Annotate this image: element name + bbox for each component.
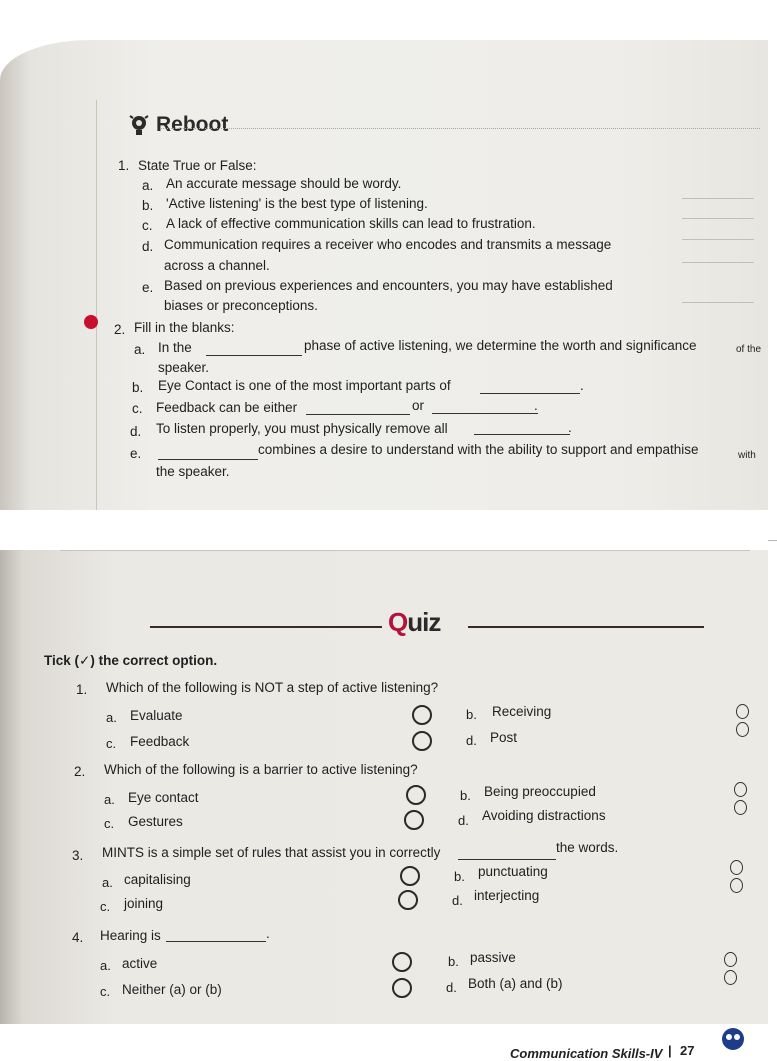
quiz-q1-b-letter: b. — [466, 707, 477, 722]
footer-page-number: 27 — [680, 1043, 695, 1058]
blank-line — [166, 940, 266, 942]
quiz-q1-number: 1. — [76, 682, 88, 697]
margin-circle — [730, 878, 743, 893]
q2c-mid: or — [412, 398, 425, 413]
quiz-q2-b-text: Being preoccupied — [484, 784, 596, 799]
q2a-post: phase of active listening, we determine the worth and significance — [304, 338, 697, 353]
q1b-text: 'Active listening' is the best type of listening. — [166, 196, 428, 211]
quiz-q2-c-text: Gestures — [128, 814, 183, 829]
quiz-rule-left — [150, 626, 382, 628]
quiz-q3-d-text: interjecting — [474, 888, 540, 903]
q2e-tail: with — [738, 450, 756, 461]
q2-number: 2. — [114, 322, 126, 337]
q2d-letter: d. — [130, 424, 142, 439]
option-circle[interactable] — [412, 705, 432, 725]
robot-mascot-icon — [722, 1028, 744, 1050]
quiz-rule-right — [468, 626, 704, 628]
margin-circle — [730, 860, 743, 875]
footer-separator: | — [668, 1043, 672, 1058]
margin-circle — [724, 952, 737, 967]
quiz-q4-text: Hearing is — [100, 928, 161, 943]
q1b-letter: b. — [142, 198, 154, 213]
quiz-q1-text: Which of the following is NOT a step of active listening? — [106, 680, 439, 695]
quiz-q3-number: 3. — [72, 848, 84, 863]
reboot-rule — [160, 128, 760, 129]
quiz-q2-c-letter: c. — [104, 816, 115, 831]
q2e-post: combines a desire to understand with the ability to support and empathise — [258, 442, 699, 457]
q2d-pre: To listen properly, you must physically remove all — [156, 421, 448, 436]
quiz-q3-c-letter: c. — [100, 899, 111, 914]
quiz-q1-b-text: Receiving — [492, 704, 552, 719]
quiz-q2-d-text: Avoiding distractions — [482, 808, 606, 823]
q2e-letter: e. — [130, 446, 142, 461]
q2b-pre: Eye Contact is one of the most important parts of — [158, 378, 451, 393]
blank-line — [474, 433, 570, 435]
q1d-text: Communication requires a receiver who encodes and transmits a message — [164, 237, 612, 252]
quiz-q2-a-letter: a. — [104, 792, 115, 807]
quiz-page — [0, 550, 768, 1061]
blank-line — [306, 413, 410, 415]
q2a-letter: a. — [134, 342, 146, 357]
margin-circle — [736, 704, 749, 719]
q1d-cont: across a channel. — [164, 258, 270, 273]
q2-heading: Fill in the blanks: — [134, 320, 235, 335]
margin-circle — [736, 722, 749, 737]
quiz-q4-c-letter: c. — [100, 984, 111, 999]
textbook-page — [0, 40, 768, 1061]
quiz-q3-tail: the words. — [556, 840, 619, 855]
reboot-title: Reboot — [156, 113, 229, 136]
q1a-text: An accurate message should be wordy. — [166, 176, 402, 191]
q2b-post: . — [580, 378, 584, 393]
quiz-q4-tail: . — [266, 926, 270, 941]
quiz-q1-d-text: Post — [490, 730, 518, 745]
quiz-q1-c-text: Feedback — [130, 734, 190, 749]
quiz-q3-d-letter: d. — [452, 893, 463, 908]
q1d-letter: d. — [142, 239, 154, 254]
quiz-q2-number: 2. — [74, 764, 86, 779]
q1e-text: Based on previous experiences and encounters, you may have established — [164, 278, 613, 293]
gear-bulb-icon — [128, 113, 150, 137]
q1e-cont: biases or preconceptions. — [164, 298, 318, 313]
q1-heading: State True or False: — [138, 158, 257, 173]
quiz-q4-b-text: passive — [470, 950, 516, 965]
blank-line — [480, 392, 580, 394]
option-circle[interactable] — [406, 785, 426, 805]
blank-line — [206, 354, 302, 356]
q1a-letter: a. — [142, 178, 154, 193]
quiz-q2-b-letter: b. — [460, 788, 471, 803]
quiz-q2-a-text: Eye contact — [128, 790, 199, 805]
quiz-q1-c-letter: c. — [106, 736, 117, 751]
q2a-pre: In the — [158, 340, 192, 355]
option-circle[interactable] — [398, 890, 418, 910]
quiz-q4-b-letter: b. — [448, 954, 459, 969]
quiz-q4-a-text: active — [122, 956, 158, 971]
q2c-post: . — [534, 398, 538, 413]
quiz-q3-b-text: punctuating — [478, 864, 548, 879]
quiz-q1-a-letter: a. — [106, 710, 117, 725]
q2a-cont: speaker. — [158, 360, 210, 375]
quiz-q4-d-text: Both (a) and (b) — [468, 976, 563, 991]
quiz-q3-a-text: capitalising — [124, 872, 191, 887]
answer-line — [682, 239, 754, 240]
quiz-q2-text: Which of the following is a barrier to active listening? — [104, 762, 418, 777]
q2e-cont: the speaker. — [156, 464, 230, 479]
option-circle[interactable] — [400, 866, 420, 886]
q1-number: 1. — [118, 158, 130, 173]
page-rule — [60, 550, 750, 551]
q2c-letter: c. — [132, 401, 143, 416]
bullet-dot — [84, 315, 98, 329]
blank-line — [458, 858, 556, 860]
reboot-heading — [128, 112, 228, 138]
quiz-instruction: Tick (✓) the correct option. — [44, 653, 218, 668]
q1c-letter: c. — [142, 218, 153, 233]
quiz-q3-a-letter: a. — [102, 875, 113, 890]
option-circle[interactable] — [392, 978, 412, 998]
margin-circle — [734, 800, 747, 815]
answer-line — [682, 262, 754, 263]
margin-circle — [734, 782, 747, 797]
q2b-letter: b. — [132, 380, 144, 395]
quiz-q4-a-letter: a. — [100, 958, 111, 973]
q1c-text: A lack of effective communication skills can lead to frustration. — [166, 216, 536, 231]
q2d-post: . — [568, 420, 572, 435]
option-circle[interactable] — [392, 952, 412, 972]
quiz-q2-d-letter: d. — [458, 813, 469, 828]
blank-line — [158, 458, 258, 460]
answer-line — [682, 302, 754, 303]
page-gap — [0, 510, 768, 550]
footer-book-title: Communication Skills-IV — [510, 1046, 663, 1061]
q1e-letter: e. — [142, 280, 154, 295]
answer-line — [682, 198, 754, 199]
quiz-q3-c-text: joining — [124, 896, 164, 911]
answer-line — [682, 218, 754, 219]
option-circle[interactable] — [404, 810, 424, 830]
q2c-pre: Feedback can be either — [156, 400, 298, 415]
quiz-q4-c-text: Neither (a) or (b) — [122, 982, 222, 997]
blank-line — [432, 412, 538, 414]
margin-circle — [724, 970, 737, 985]
quiz-q1-d-letter: d. — [466, 733, 477, 748]
quiz-q3-text: MINTS is a simple set of rules that assist you in correctly — [102, 845, 441, 860]
quiz-q1-a-text: Evaluate — [130, 708, 183, 723]
quiz-q4-number: 4. — [72, 930, 84, 945]
quiz-q3-b-letter: b. — [454, 869, 465, 884]
quiz-q4-d-letter: d. — [446, 980, 457, 995]
q2a-tail: of the — [736, 344, 762, 355]
quiz-title: Quiz — [388, 607, 441, 637]
option-circle[interactable] — [412, 731, 432, 751]
